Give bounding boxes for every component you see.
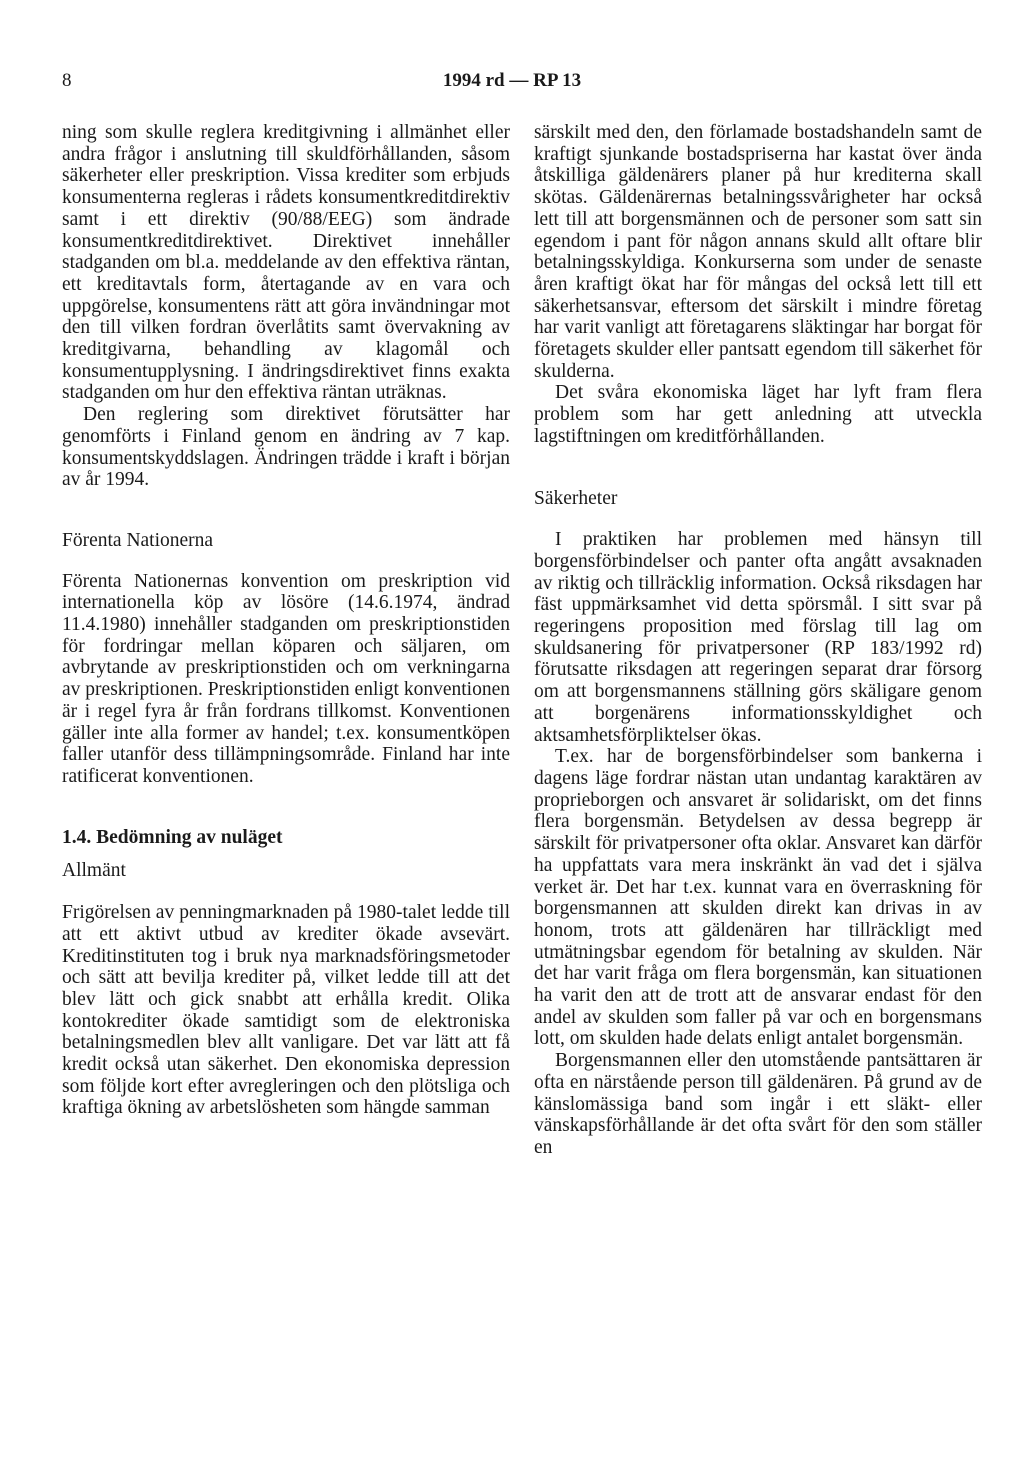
paragraph: ning som skulle reglera kreditgivning i allmänhet eller andra frågor i anslutning till skuldförhållanden, såsom säkerheter eller preskription. Vissa krediter som erbjuds konsumenterna regleras i rådets konsumentkreditdirektiv samt i ett direktiv (90/88/EEG) som ändrade konsumentkreditdirektivet. Direktivet innehåller stadganden om bl.a. meddelande av den effektiva räntan, ett kreditavtals form, återtagande av en vara och uppgörelse, konsumentens rätt att göra invändningar mot den till vilken fordran överlåtits samt övervakning av kreditgivarna, behandling av klagomål och konsumentupplysning. I ändringsdirektivet finns exakta stadganden om hur den effektiva räntan uträknas. [62, 122, 510, 404]
paragraph: I praktiken har problemen med hänsyn till borgensförbindelser och panter ofta angått avsaknaden av riktig och tillräcklig information. Också riksdagen har fäst uppmärksamhet vid detta spörsmål. I sitt svar på regeringens proposition med förslag till lag om skuldsanering för privatpersoner (RP 183/1992 rd) förutsatte riksdagen att regeringen separat drar försorg om att borgensmannens ställning görs skäligare genom att borgenärens informationsskyldighet och aktsamhetsförpliktelser ökas. [534, 529, 982, 746]
paragraph: T.ex. har de borgensförbindelser som bankerna i dagens läge fordrar nästan utan undantag karaktären av proprieborgen och ansvaret är solidariskt, om det finns flera borgensmän. Betydelsen av dessa begrepp är särskilt för privatpersoner ofta oklar. Ansvaret kan därför ha uppfattats vara mera inskränkt än vad det i själva verket är. Det har t.ex. kunnat vara en överraskning för borgensmannen att skulden direkt kan drivas in av honom, trots att gäldenären har tillräckligt med utmätningsbar egendom för betalning av skulden. När det har varit fråga om flera borgensmän, kan situationen ha varit den att de trott att de ansvarar endast för den andel av skulden som faller på var och en borgensmans lott, om skulden hade delats enligt antalet borgensmän. [534, 746, 982, 1050]
page-number: 8 [62, 70, 72, 91]
right-column [534, 122, 982, 1159]
section-heading-bedomning: 1.4. Bedömning av nuläget [62, 826, 283, 848]
left-column [62, 122, 510, 1119]
subheading-allmant: Allmänt [62, 860, 126, 882]
paragraph: Förenta Nationernas konvention om preskription vid internationella köp av lösöre (14.6.1974, ändrad 11.4.1980) innehåller stadganden om preskriptionstiden för fordringar mellan köparen och säljaren, om avbrytande av preskriptionstiden och om verkningarna av preskriptionen. Preskriptionstiden enligt konventionen är i regel fyra år från fordrans tillkomst. Konventionen gäller inte alla former av handel; t.ex. konsumentköpen faller utanför dess tillämpningsområde. Finland har inte ratificerat konventionen. [62, 570, 510, 787]
running-head: 1994 rd — RP 13 [442, 70, 582, 91]
section-heading-forenta-nationerna: Förenta Nationerna [62, 529, 214, 551]
section-heading-sakerheter: Säkerheter [534, 487, 618, 509]
paragraph: Borgensmannen eller den utomstående pantsättaren är ofta en närstående person till gäldenären. På grund av de känslomässiga band som ingår i ett släkt- eller vänskapsförhållande är det ofta svårt för den som ställer en [534, 1050, 982, 1158]
paragraph: Frigörelsen av penningmarknaden på 1980-talet ledde till att ett aktivt utbud av krediter ökade avsevärt. Kreditinstituten tog i bruk nya marknadsföringsmetoder och sätt att bevilja krediter på, vilket ledde till att det blev lätt och gick snabbt att erhålla kredit. Olika kontokrediter ökade samtidigt som de elektroniska betalningsmedlen blev allt vanligare. Det var lätt att få kredit också utan säkerhet. Den ekonomiska depression som följde kort efter avregleringen och den plötsliga och kraftiga ökning av arbetslösheten som hängde samman [62, 902, 510, 1119]
paragraph: Det svåra ekonomiska läget har lyft fram flera problem som har gett anledning att utveckla lagstiftningen om kreditförhållanden. [534, 382, 982, 447]
paragraph: Den reglering som direktivet förutsätter har genomförts i Finland genom en ändring av 7 kap. konsumentskyddslagen. Ändringen trädde i kraft i början av år 1994. [62, 404, 510, 491]
paragraph: särskilt med den, den förlamade bostadshandeln samt de kraftigt sjunkande bostadspriserna har kastat över ända åtskilliga gäldenärers planer på hur krediterna skall skötas. Gäldenärernas betalningssvårigheter har också lett till att borgensmännen och de personer som satt sin egendom i pant för någon annans skuld allt oftare blir betalningsskyldiga. Konkurserna som under de senaste åren kraftigt ökat har för mångas del också lett till ett säkerhetsansvar, eftersom det särskilt i mindre företag har varit vanligt att företagarens släktingar har borgat för företagets skulder eller pantsatt egendom till säkerhet för skulderna. [534, 122, 982, 382]
